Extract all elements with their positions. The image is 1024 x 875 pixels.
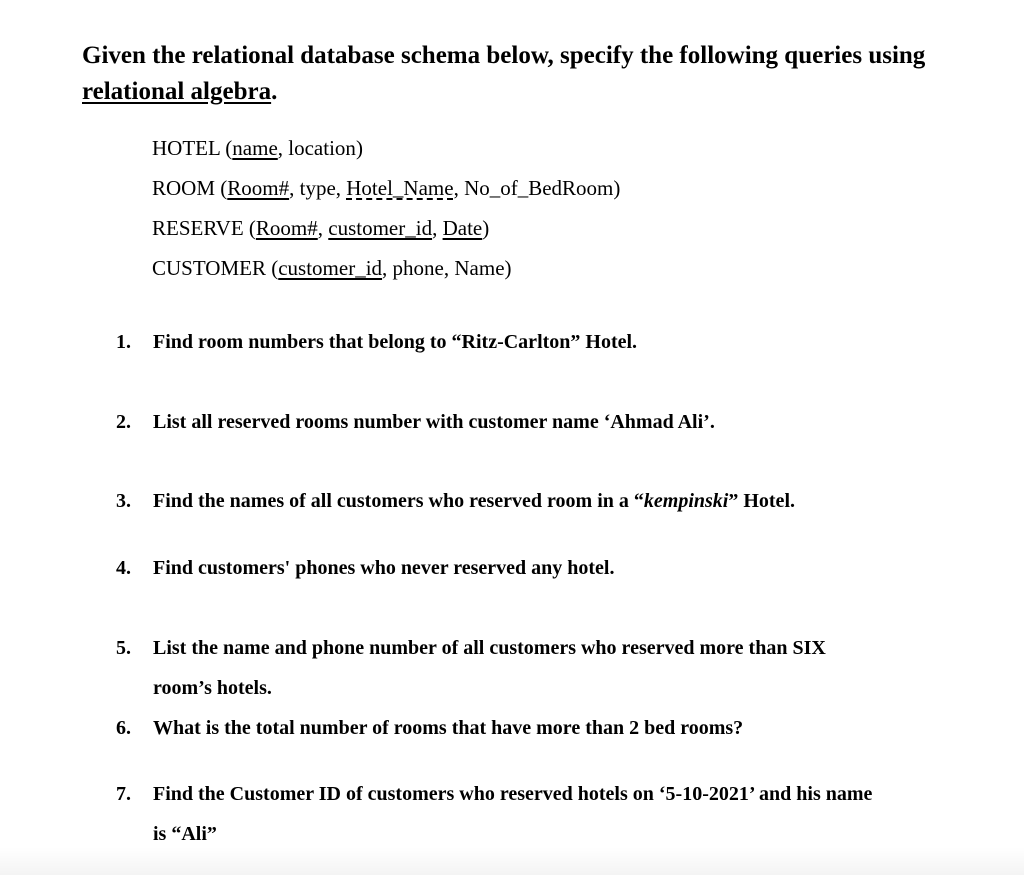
primary-key-name: name xyxy=(232,136,278,160)
hotel-name-emphasis: kempinski xyxy=(643,490,729,512)
attribute-name: Name xyxy=(454,256,505,280)
relation-name-customer: CUSTOMER xyxy=(152,256,266,280)
primary-key-customer-id: customer_id xyxy=(328,216,433,240)
instructions-heading xyxy=(82,38,1002,110)
attribute-no-of-bedroom: No_of_BedRoom xyxy=(464,176,614,200)
question-3 xyxy=(116,481,795,521)
attribute-type: type xyxy=(299,176,336,200)
question-number: 6. xyxy=(116,717,131,739)
question-text-continued: is “Ali” xyxy=(153,823,217,845)
question-number: 1. xyxy=(116,331,131,353)
page-bottom-edge xyxy=(0,847,1024,875)
relation-name-reserve: RESERVE xyxy=(152,216,244,240)
relation-name-room: ROOM xyxy=(152,176,216,200)
schema-hotel: HOTEL (name, location) xyxy=(152,136,363,160)
schema-room: ROOM (Room#, type, Hotel_Name, No_of_BedRoom) xyxy=(152,176,621,200)
question-number: 5. xyxy=(116,637,131,659)
question-1 xyxy=(116,322,637,362)
question-text-continued: room’s hotels. xyxy=(153,677,272,699)
separator: , xyxy=(432,216,443,240)
question-2 xyxy=(116,402,715,442)
schema-customer: CUSTOMER (customer_id, phone, Name) xyxy=(152,256,512,280)
separator: , xyxy=(453,176,465,200)
separator: , xyxy=(382,256,393,280)
schema-reserve: RESERVE (Room#, customer_id, Date) xyxy=(152,216,490,240)
instructions-text: Given the relational database schema below, specify the following queries using xyxy=(82,42,926,69)
question-number: 7. xyxy=(116,783,131,805)
separator: , xyxy=(289,176,300,200)
question-text: Find the names of all customers who reserved room in a “ xyxy=(153,490,644,512)
separator: , xyxy=(317,216,329,240)
primary-key-room-number: Room# xyxy=(227,176,290,200)
separator: , xyxy=(277,136,289,160)
primary-key-date: Date xyxy=(442,216,483,240)
question-number: 4. xyxy=(116,557,131,579)
question-text: What is the total number of rooms that have more than 2 bed rooms? xyxy=(153,717,744,739)
primary-key-room-number: Room# xyxy=(255,216,318,240)
attribute-location: location xyxy=(288,136,356,160)
question-text-end: ” Hotel. xyxy=(728,490,795,512)
question-text: List the name and phone number of all customers who reserved more than SIX xyxy=(153,637,826,659)
question-5 xyxy=(116,628,826,708)
question-text: Find the Customer ID of customers who reserved hotels on ‘5-10-2021’ and his name xyxy=(153,783,873,805)
instructions-emphasis: relational algebra xyxy=(82,78,272,105)
primary-key-customer-id: customer_id xyxy=(278,256,383,280)
separator: , xyxy=(335,176,347,200)
separator: , xyxy=(443,256,455,280)
question-text: List all reserved rooms number with customer name ‘Ahmad Ali’. xyxy=(153,411,715,433)
relation-name-hotel: HOTEL xyxy=(152,136,221,160)
question-7 xyxy=(116,774,872,854)
attribute-phone: phone xyxy=(392,256,444,280)
question-text: Find room numbers that belong to “Ritz-Carlton” Hotel. xyxy=(153,331,638,353)
question-number: 3. xyxy=(116,490,131,512)
foreign-key-hotel-name: Hotel_Name xyxy=(346,176,454,200)
question-6 xyxy=(116,708,743,748)
question-text: Find customers' phones who never reserved any hotel. xyxy=(153,557,615,579)
question-4 xyxy=(116,548,614,588)
schema-block xyxy=(152,128,620,288)
question-number: 2. xyxy=(116,411,131,433)
instructions-period: . xyxy=(271,78,278,105)
